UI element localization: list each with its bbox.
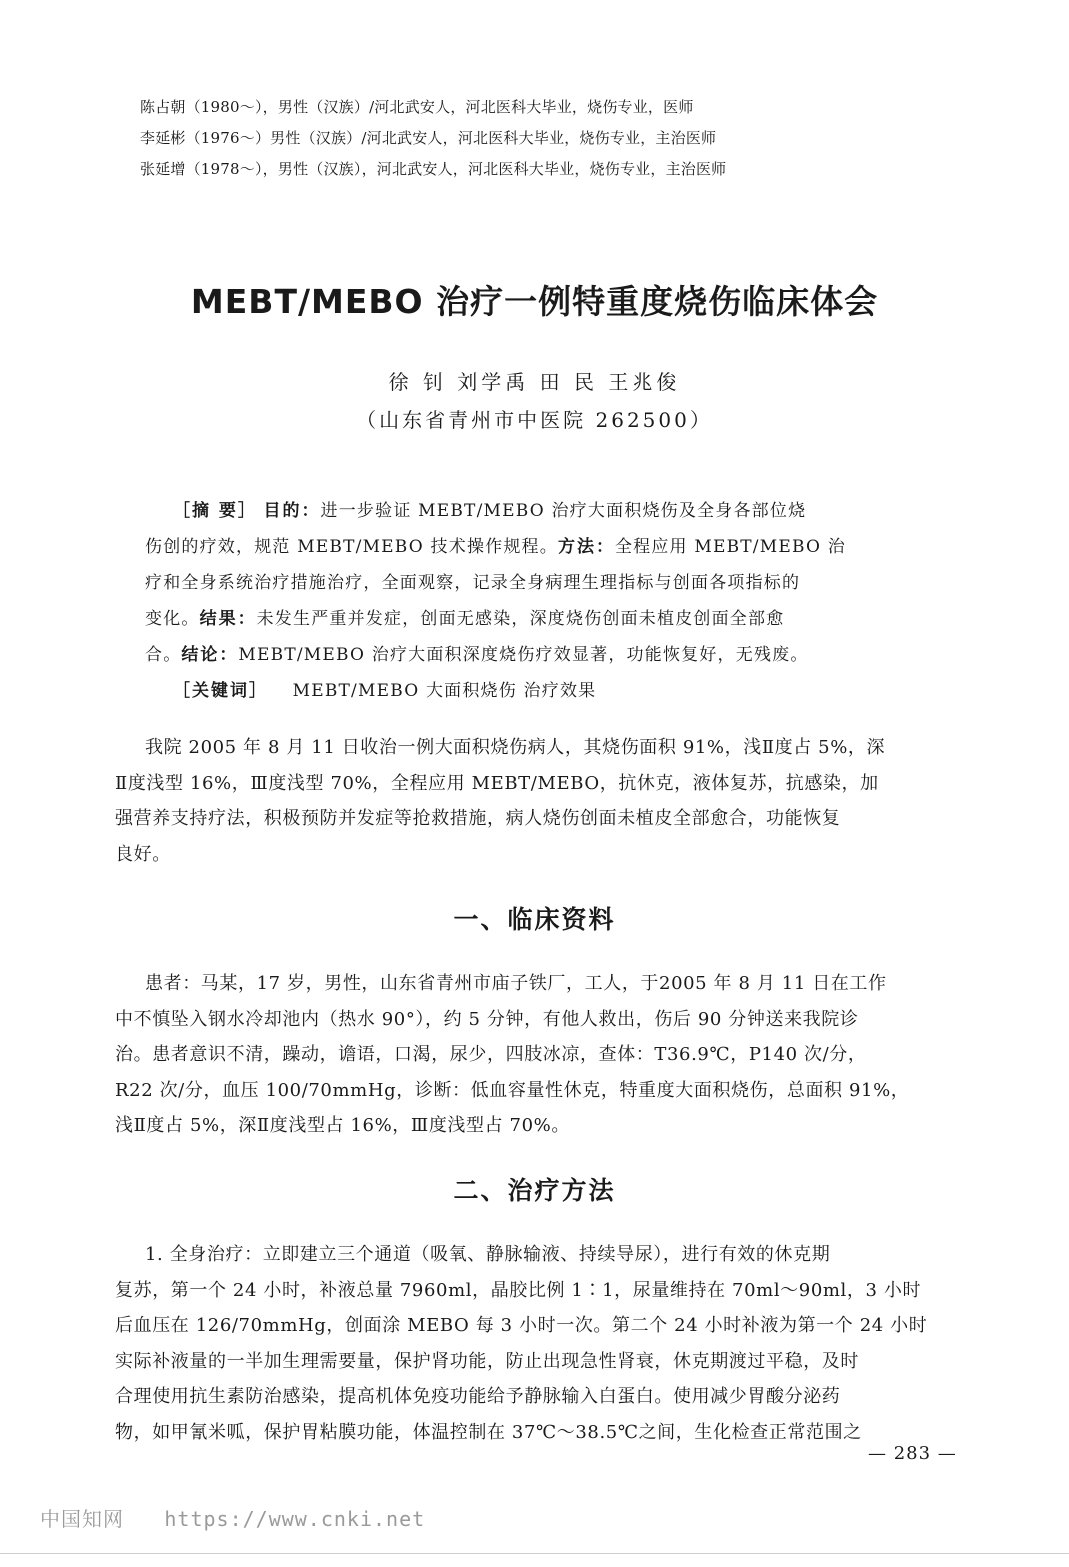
abstract-label: ［摘 要］	[173, 501, 257, 521]
body-line: 实际补液量的一半加生理需要量，保护肾功能，防止出现急性肾衰，休克期渡过平稳，及时	[115, 1350, 859, 1372]
body-line: 强营养支持疗法，积极预防并发症等抢救措施，病人烧伤创面未植皮全部愈合，功能恢复	[115, 808, 841, 829]
abstract-purpose-label: 目的：	[263, 501, 321, 521]
author-affiliation: （山东省青州市中医院 262500）	[356, 408, 713, 432]
abstract	[145, 493, 935, 709]
author-bio-line: 陈占朝（1980～），男性（汉族）/河北武安人，河北医科大毕业，烧伤专业，医师	[140, 98, 694, 116]
intro-paragraph	[115, 730, 975, 872]
page-number: — 283 —	[868, 1443, 957, 1464]
abstract-conclusion-label: 结论：	[181, 645, 239, 665]
cnki-url-link[interactable]: https://www.cnki.net	[164, 1507, 426, 1531]
section-heading-clinical-data: 一、临床资料	[453, 905, 616, 934]
article-title: MEBT/MEBO 治疗一例特重度烧伤临床体会	[190, 282, 879, 321]
treatment-paragraph	[115, 1237, 975, 1450]
body-line: 治。患者意识不清，躁动，谵语，口渴，尿少，四肢冰凉，查体：T36.9℃，P140 次/分，	[115, 1044, 867, 1065]
body-line: R22 次/分，血压 100/70mmHg，诊断：低血容量性休克，特重度大面积烧伤，总面积 91%，	[115, 1079, 910, 1101]
body-line: 浅Ⅱ度占 5%，深Ⅱ度浅型占 16%，Ⅲ度浅型占 70%。	[115, 1115, 570, 1136]
abstract-text: 全程应用 MEBT/MEBO 治	[614, 537, 846, 557]
author-bio-line: 李延彬（1976～）男性（汉族）/河北武安人，河北医科大毕业，烧伤专业，主治医师	[140, 129, 717, 147]
body-line: 我院 2005 年 8 月 11 日收治一例大面积烧伤病人，其烧伤面积 91%，浅Ⅱ度占 5%，深	[145, 737, 886, 758]
body-line: 复苏，第一个 24 小时，补液总量 7960ml，晶胶比例 1∶1，尿量维持在 70ml～90ml，3 小时	[115, 1279, 922, 1301]
author-byline: 徐 钊 刘学禹 田 民 王兆俊	[388, 370, 681, 394]
abstract-line	[145, 565, 935, 601]
body-line: 合理使用抗生素防治感染，提高机体免疫功能给予静脉输入白蛋白。使用减少胃酸分泌药	[115, 1386, 841, 1407]
abstract-text: MEBT/MEBO 治疗大面积深度烧伤疗效显著，功能恢复好，无残废。	[238, 645, 809, 665]
cnki-logo: 中国知网	[40, 1507, 124, 1531]
section-heading-treatment: 二、治疗方法	[453, 1176, 616, 1205]
body-line: 患者：马某，17 岁，男性，山东省青州市庙子铁厂，工人，于2005 年 8 月 11 日在工作	[145, 973, 887, 994]
abstract-text: 未发生严重并发症，创面无感染，深度烧伤创面未植皮创面全部愈	[256, 609, 785, 629]
body-line: 中不慎坠入钢水冷却池内（热水 90°），约 5 分钟，有他人救出，伤后 90 分钟送来我院诊	[115, 1008, 859, 1030]
keywords-label: ［关键词］	[173, 681, 268, 701]
abstract-text: 合。	[145, 645, 182, 665]
keywords-line	[145, 673, 935, 709]
abstract-text: 伤创的疗效，规范 MEBT/MEBO 技术操作规程。	[145, 537, 558, 557]
abstract-line	[145, 601, 935, 637]
clinical-data-paragraph	[115, 966, 975, 1144]
abstract-line	[145, 637, 935, 673]
abstract-text: 进一步验证 MEBT/MEBO 治疗大面积烧伤及全身各部位烧	[320, 501, 807, 521]
bottom-divider	[0, 1553, 1069, 1554]
author-bios	[140, 92, 1020, 185]
abstract-text: 疗和全身系统治疗措施治疗，全面观察，记录全身病理生理指标与创面各项指标的	[145, 573, 801, 593]
abstract-line	[145, 529, 935, 565]
keywords-text: MEBT/MEBO 大面积烧伤 治疗效果	[292, 681, 597, 701]
body-line: Ⅱ度浅型 16%，Ⅲ度浅型 70%，全程应用 MEBT/MEBO，抗休克，液体复苏，抗感染，加	[115, 772, 879, 794]
body-line: 1. 全身治疗：立即建立三个通道（吸氧、静脉输液、持续导尿），进行有效的休克期	[145, 1244, 831, 1265]
abstract-result-label: 结果：	[199, 609, 257, 629]
abstract-method-label: 方法：	[557, 537, 615, 557]
abstract-line	[145, 493, 935, 529]
body-line: 良好。	[115, 843, 171, 865]
abstract-text: 变化。	[145, 609, 200, 629]
footer-watermark	[40, 1503, 425, 1532]
body-line: 后血压在 126/70mmHg，创面涂 MEBO 每 3 小时一次。第二个 24 小时补液为第一个 24 小时	[115, 1315, 928, 1336]
body-line: 物，如甲氰米呱，保护胃粘膜功能，体温控制在 37℃～38.5℃之间，生化检查正常范围之	[115, 1421, 862, 1443]
author-bio-line: 张延增（1978～），男性（汉族），河北武安人，河北医科大毕业，烧伤专业，主治医师	[140, 160, 727, 178]
